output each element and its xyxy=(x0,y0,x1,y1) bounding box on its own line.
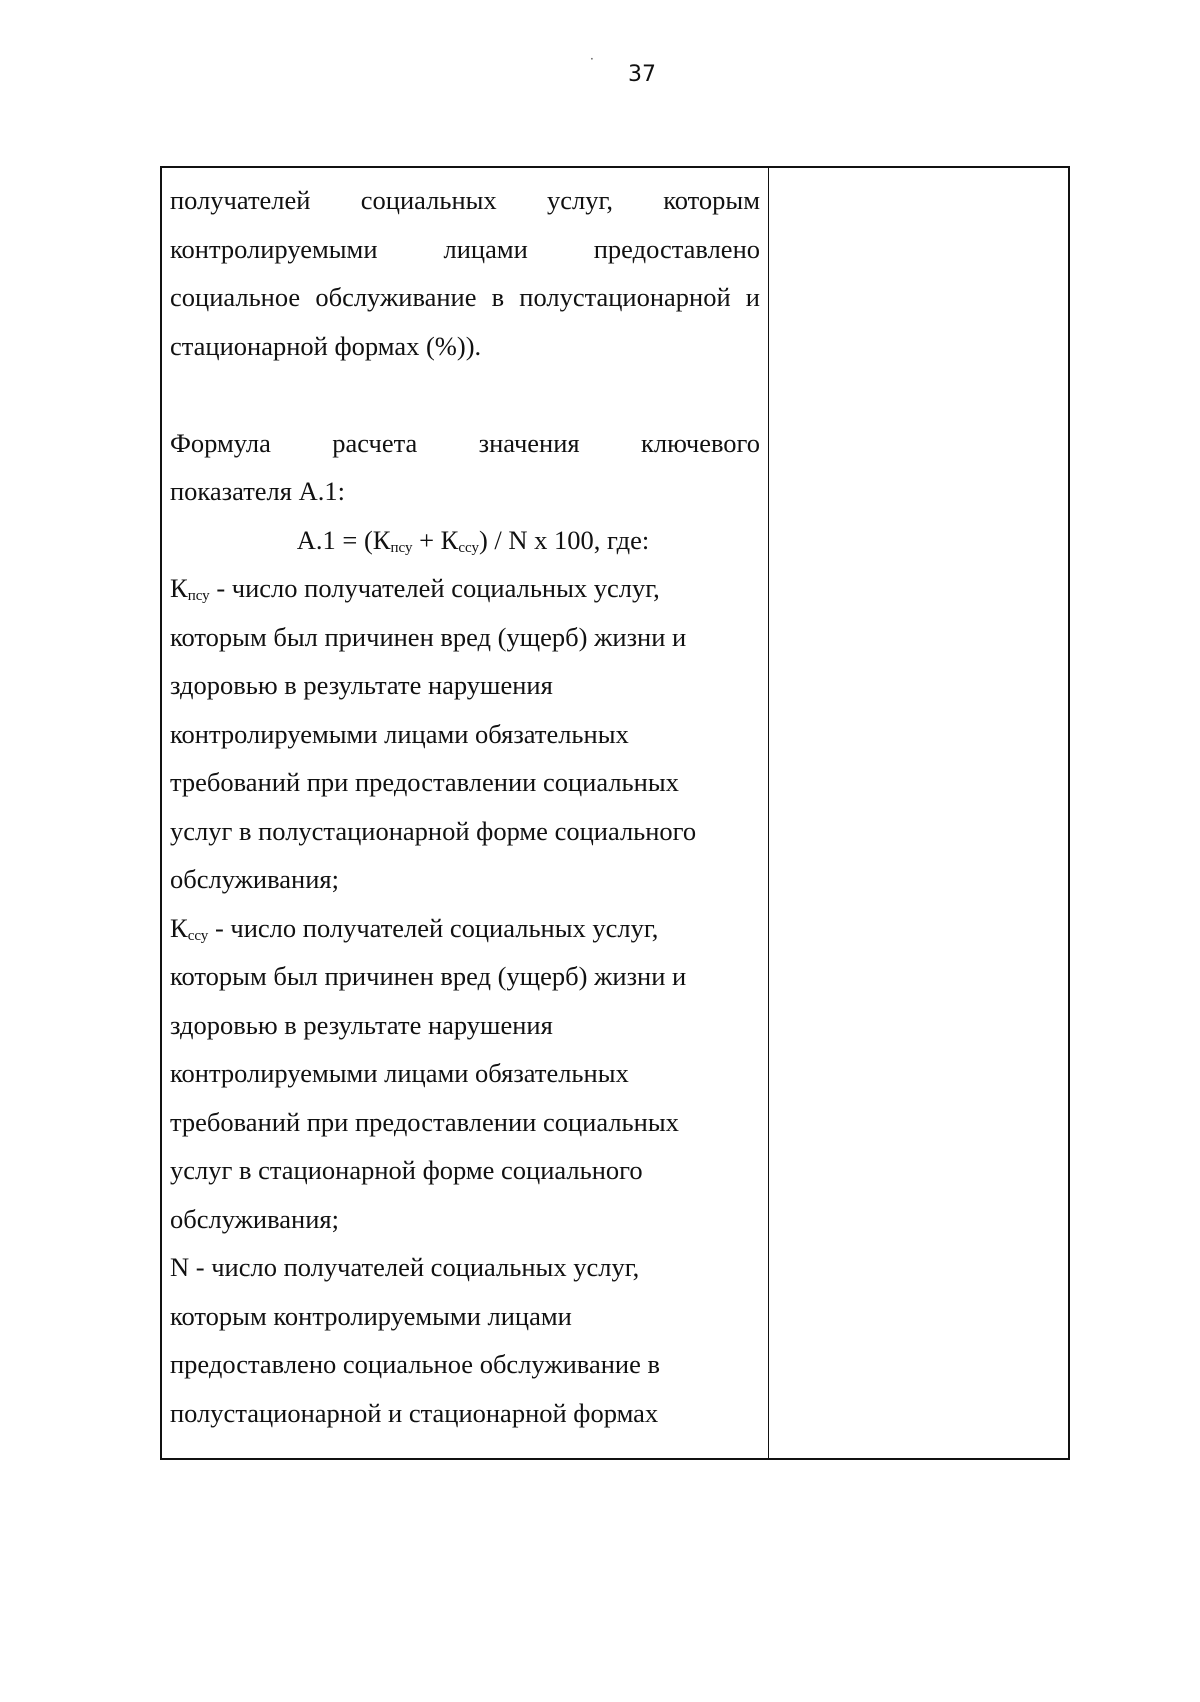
scan-mark: · xyxy=(590,52,594,66)
table-right-cell xyxy=(770,168,1068,1458)
definition-line: предоставлено социальное обслуживание в xyxy=(170,1349,660,1379)
formula-heading-line: Формула расчета значения ключевого xyxy=(170,427,760,458)
definition-text: - число получателей социальных услуг, xyxy=(209,573,660,603)
definition-line: которым был причинен вред (ущерб) жизни и xyxy=(170,621,687,652)
definition-line: обслуживания; xyxy=(170,1203,339,1234)
definition-line: контролируемыми лицами обязательных xyxy=(170,1058,629,1088)
definition-line: которым был причинен вред (ущерб) жизни и xyxy=(170,961,687,991)
variable-symbol: К xyxy=(170,912,188,943)
table-left-cell xyxy=(170,176,760,1437)
definition-line: здоровью в результате нарушения xyxy=(170,1009,553,1040)
formula-rhs: ) / N х 100, где: xyxy=(478,524,650,555)
definition-line: полустационарной и стационарной формах xyxy=(170,1397,659,1428)
formula-lhs: А.1 = (К xyxy=(296,524,391,555)
definition-text: - число получателей социальных услуг, xyxy=(208,912,659,943)
definition-k-psu xyxy=(170,564,760,613)
paragraph-line: социальное обслуживание в полустационарной и xyxy=(170,282,760,312)
variable-symbol: К xyxy=(170,573,188,603)
paragraph-line: стационарной формах (%)). xyxy=(170,330,482,361)
document-table xyxy=(160,166,1070,1460)
definition-k-ssu xyxy=(170,904,760,953)
definition-line: контролируемыми лицами обязательных xyxy=(170,718,629,749)
definition-line: здоровью в результате нарушения xyxy=(170,670,553,700)
page-number: 37 xyxy=(628,62,656,87)
paragraph-spacer xyxy=(170,370,760,419)
definition-line: требований при предоставлении социальных xyxy=(170,767,679,797)
formula-mid: + К xyxy=(412,524,459,555)
definition-line: требований при предоставлении социальных xyxy=(170,1106,679,1137)
definition-line: услуг в полустационарной форме социального xyxy=(170,815,697,846)
definition-line: обслуживания; xyxy=(170,864,339,894)
paragraph-line: контролируемыми лицами предоставлено xyxy=(170,233,760,264)
definition-line: услуг в стационарной форме социального xyxy=(170,1155,643,1185)
formula xyxy=(170,516,760,565)
table-column-divider xyxy=(768,168,769,1458)
formula-subscript: псу xyxy=(390,539,413,556)
formula-heading-line: показателя А.1: xyxy=(170,476,345,506)
variable-subscript: псу xyxy=(187,588,210,604)
paragraph-line: получателей социальных услуг, которым xyxy=(170,185,760,215)
definition-n: N - число получателей социальных услуг, xyxy=(170,1252,640,1282)
definition-line: которым контролируемыми лицами xyxy=(170,1300,572,1331)
formula-subscript: ссу xyxy=(458,539,479,556)
variable-subscript: ссу xyxy=(187,927,209,944)
